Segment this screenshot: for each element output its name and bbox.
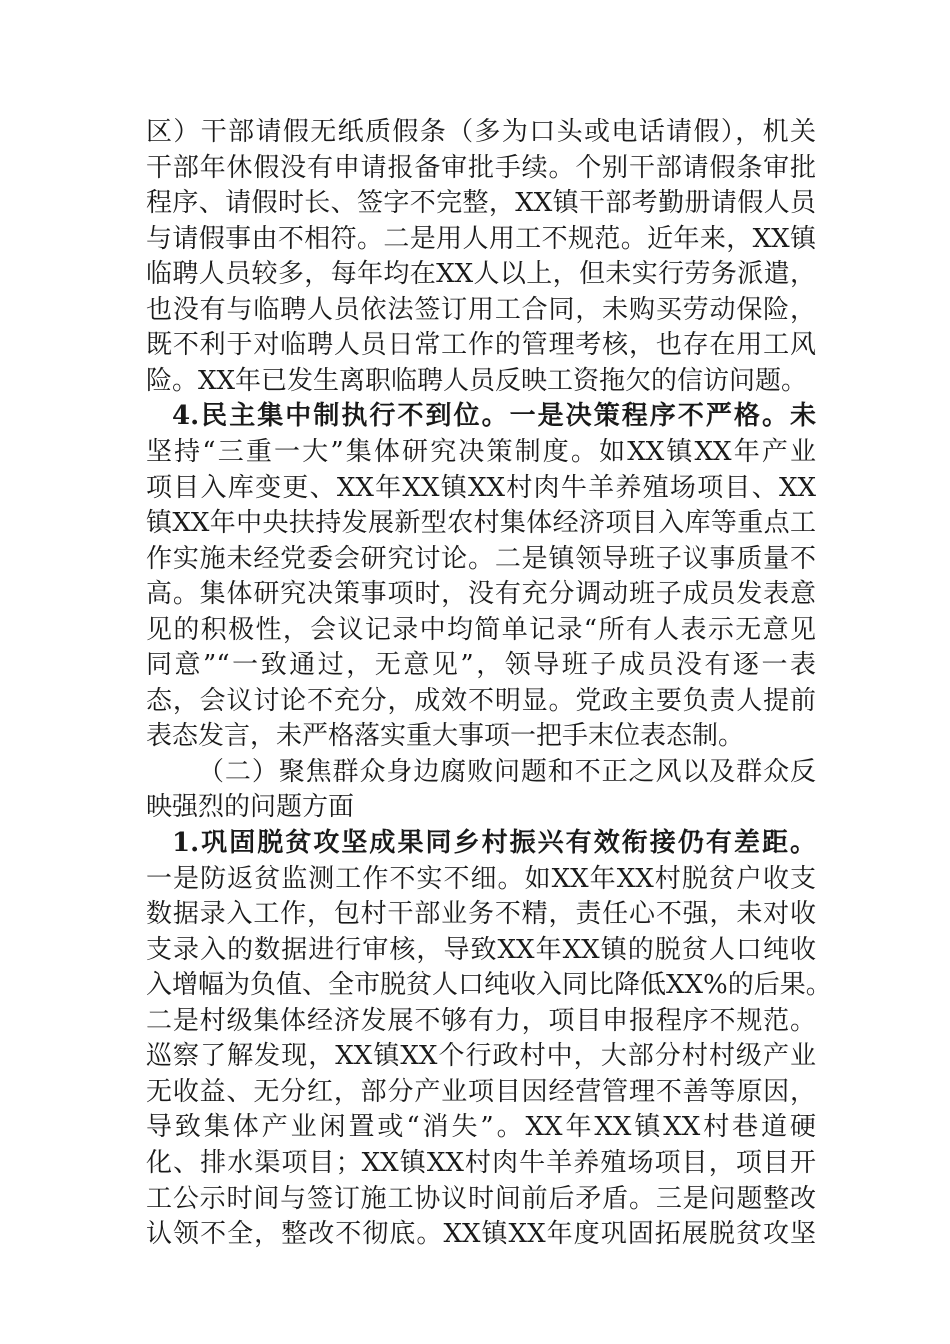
- text-line: 表态发言，未严格落实重大事项一把手末位表态制。: [146, 721, 745, 752]
- text-line: 作实施未经党委会研究讨论。二是镇领导班子议事质量不: [146, 543, 816, 574]
- text-line: 程序、请假时长、签字不完整，XX镇干部考勤册请假人员: [146, 188, 816, 219]
- text-line: 数据录入工作，包村干部业务不精，责任心不强，未对收: [146, 899, 816, 930]
- text-line: 导致集体产业闲置或“消失”。XX年XX镇XX村巷道硬: [146, 1112, 816, 1143]
- text-line: 巡察了解发现，XX镇XX个行政村中，大部分村村级产业: [146, 1041, 816, 1072]
- text-line: 坚持“三重一大”集体研究决策制度。如XX镇XX年产业: [146, 436, 816, 467]
- text-line: 支录入的数据进行审核，导致XX年XX镇的脱贫人口纯收: [146, 934, 816, 965]
- text-line: 一是防返贫监测工作不实不细。如XX年XX村脱贫户收支: [146, 863, 816, 894]
- text-line: 干部年休假没有申请报备审批手续。个别干部请假条审批: [146, 152, 816, 183]
- text-line: 二是村级集体经济发展不够有力，项目申报程序不规范。: [146, 1005, 816, 1036]
- text-line: 区）干部请假无纸质假条（多为口头或电话请假），机关: [146, 117, 816, 147]
- text-line: 化、排水渠项目；XX镇XX村肉牛羊养殖场项目，项目开: [146, 1147, 816, 1178]
- text-line: 也没有与临聘人员依法签订用工合同，未购买劳动保险，: [146, 294, 816, 325]
- text-line: 同意”“一致通过，无意见”，领导班子成员没有逐一表: [146, 650, 816, 681]
- text-line: 入增幅为负值、全市脱贫人口纯收入同比降低XX%的后果。: [146, 970, 832, 1001]
- text-line: 项目入库变更、XX年XX镇XX村肉牛羊养殖场项目、XX: [146, 472, 816, 503]
- text-line: 险。XX年已发生离职临聘人员反映工资拖欠的信访问题。: [146, 365, 808, 396]
- text-line: 临聘人员较多，每年均在XX人以上，但未实行劳务派遣，: [146, 259, 816, 290]
- text-line: 与请假事由不相符。二是用人用工不规范。近年来，XX镇: [146, 223, 816, 254]
- text-line: 工公示时间与签订施工协议时间前后矛盾。三是问题整改: [146, 1183, 816, 1214]
- text-line: 4.民主集中制执行不到位。一是决策程序不严格。未: [172, 401, 816, 432]
- text-line: 镇XX年中央扶持发展新型农村集体经济项目入库等重点工: [146, 508, 816, 539]
- text-line: 1.巩固脱贫攻坚成果同乡村振兴有效衔接仍有差距。: [172, 828, 816, 858]
- text-line: 映强烈的问题方面: [146, 792, 355, 823]
- text-line: 高。集体研究决策事项时，没有充分调动班子成员发表意: [146, 579, 816, 610]
- text-line: 见的积极性，会议记录中均简单记录“所有人表示无意见: [146, 614, 816, 645]
- text-line: 既不利于对临聘人员日常工作的管理考核，也存在用工风: [146, 330, 816, 361]
- text-line: （二）聚焦群众身边腐败问题和不正之风以及群众反: [198, 756, 816, 787]
- text-line: 态，会议讨论不充分，成效不明显。党政主要负责人提前: [146, 685, 816, 716]
- text-line: 认领不全，整改不彻底。XX镇XX年度巩固拓展脱贫攻坚: [146, 1219, 816, 1250]
- text-line: 无收益、无分红，部分产业项目因经营管理不善等原因，: [146, 1076, 816, 1107]
